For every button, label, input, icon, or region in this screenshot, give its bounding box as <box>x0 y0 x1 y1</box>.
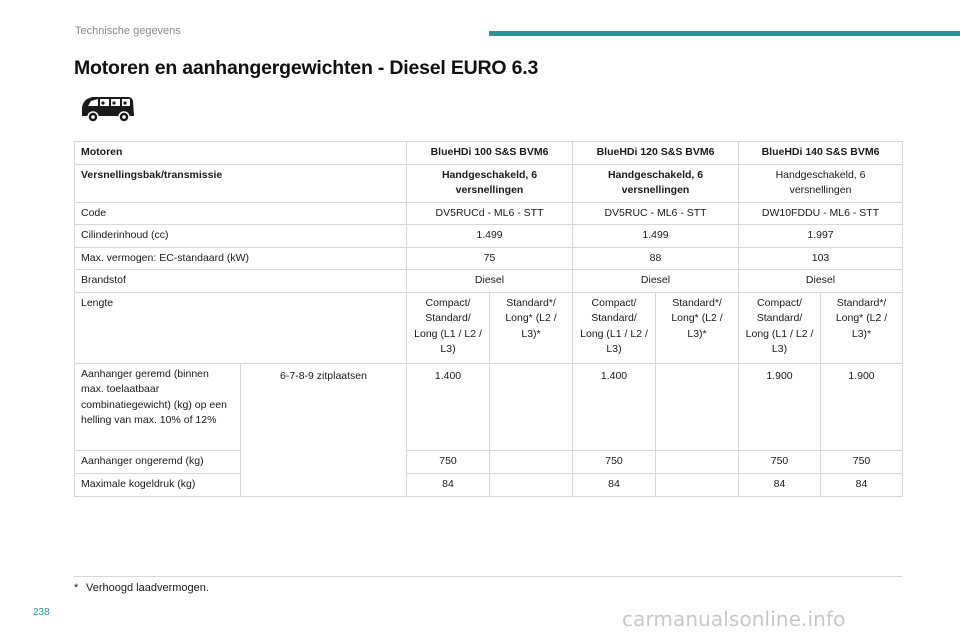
table-row <box>75 270 903 293</box>
row-label: Brandstof <box>75 270 407 293</box>
table-cell: 84 <box>739 473 821 496</box>
section-label: Technische gegevens <box>75 25 181 37</box>
table-row <box>75 225 903 248</box>
seats-cell: 6-7-8-9 zitplaatsen <box>241 363 407 496</box>
table-cell: 750 <box>573 450 656 473</box>
table-row <box>75 247 903 270</box>
footnote <box>74 582 209 594</box>
van-icon <box>78 94 136 124</box>
header-engine-100: BlueHDi 100 S&S BVM6 <box>407 142 573 165</box>
header-engine-120: BlueHDi 120 S&S BVM6 <box>573 142 739 165</box>
table-cell: 1.900 <box>821 363 903 450</box>
table-cell: DW10FDDU - ML6 - STT <box>739 202 903 225</box>
table-cell: Handgeschakeld, 6 versnellingen <box>407 164 573 202</box>
section-accent-bar <box>489 31 960 36</box>
table-cell: 1.499 <box>573 225 739 248</box>
table-cell: 1.997 <box>739 225 903 248</box>
table-row <box>75 473 903 496</box>
table-cell: 84 <box>573 473 656 496</box>
header-label: Motoren <box>75 142 407 165</box>
row-label: Cilinderinhoud (cc) <box>75 225 407 248</box>
table-cell: 1.900 <box>739 363 821 450</box>
table-cell: DV5RUC - ML6 - STT <box>573 202 739 225</box>
table-cell: Handgeschakeld, 6 versnellingen <box>573 164 739 202</box>
table-cell: 750 <box>821 450 903 473</box>
table-cell: Standard*/ Long* (L2 / L3)* <box>656 292 739 363</box>
row-label: Code <box>75 202 407 225</box>
table-cell <box>656 363 739 450</box>
footnote-text: Verhoogd laadvermogen. <box>86 582 209 594</box>
watermark: carmanualsonline.info <box>622 607 846 631</box>
row-label: Lengte <box>75 292 407 363</box>
page-title: Motoren en aanhangergewichten - Diesel EURO 6.3 <box>74 57 539 79</box>
table-cell: 88 <box>573 247 739 270</box>
table-cell: Diesel <box>407 270 573 293</box>
row-label: Versnellingsbak/transmissie <box>75 164 407 202</box>
table-cell: 1.400 <box>407 363 490 450</box>
header-engine-140: BlueHDi 140 S&S BVM6 <box>739 142 903 165</box>
table-row <box>75 450 903 473</box>
table-cell: Compact/ Standard/ Long (L1 / L2 / L3) <box>407 292 490 363</box>
table-cell <box>656 473 739 496</box>
table-cell: 75 <box>407 247 573 270</box>
table-row <box>75 164 903 202</box>
table-cell: 84 <box>407 473 490 496</box>
table-cell: Diesel <box>739 270 903 293</box>
page-number: 238 <box>33 607 50 618</box>
table-cell <box>490 363 573 450</box>
table-cell: Diesel <box>573 270 739 293</box>
row-label: Aanhanger geremd (binnen max. toelaatbaar combinatiegewicht) (kg) op een helling van max. 10% of 12% <box>75 363 241 450</box>
table-cell: 84 <box>821 473 903 496</box>
table-cell: 750 <box>739 450 821 473</box>
table-cell: Standard*/ Long* (L2 / L3)* <box>490 292 573 363</box>
table-cell: 1.400 <box>573 363 656 450</box>
table-header-row <box>75 142 903 165</box>
table-row <box>75 292 903 363</box>
table-cell: 750 <box>407 450 490 473</box>
table-cell: 1.499 <box>407 225 573 248</box>
table-cell: Standard*/ Long* (L2 / L3)* <box>821 292 903 363</box>
table-cell: Handgeschakeld, 6 versnellingen <box>739 164 903 202</box>
row-label: Maximale kogeldruk (kg) <box>75 473 241 496</box>
table-cell <box>490 473 573 496</box>
footnote-marker: * <box>74 582 79 594</box>
table-row <box>75 363 903 450</box>
table-cell: Compact/ Standard/ Long (L1 / L2 / L3) <box>573 292 656 363</box>
table-cell <box>656 450 739 473</box>
table-row <box>75 202 903 225</box>
table-cell: 103 <box>739 247 903 270</box>
table-cell: Compact/ Standard/ Long (L1 / L2 / L3) <box>739 292 821 363</box>
row-label: Max. vermogen: EC-standaard (kW) <box>75 247 407 270</box>
footnote-divider <box>74 576 902 577</box>
row-label: Aanhanger ongeremd (kg) <box>75 450 241 473</box>
table-cell: DV5RUCd - ML6 - STT <box>407 202 573 225</box>
engine-spec-table <box>74 141 903 497</box>
table-cell <box>490 450 573 473</box>
